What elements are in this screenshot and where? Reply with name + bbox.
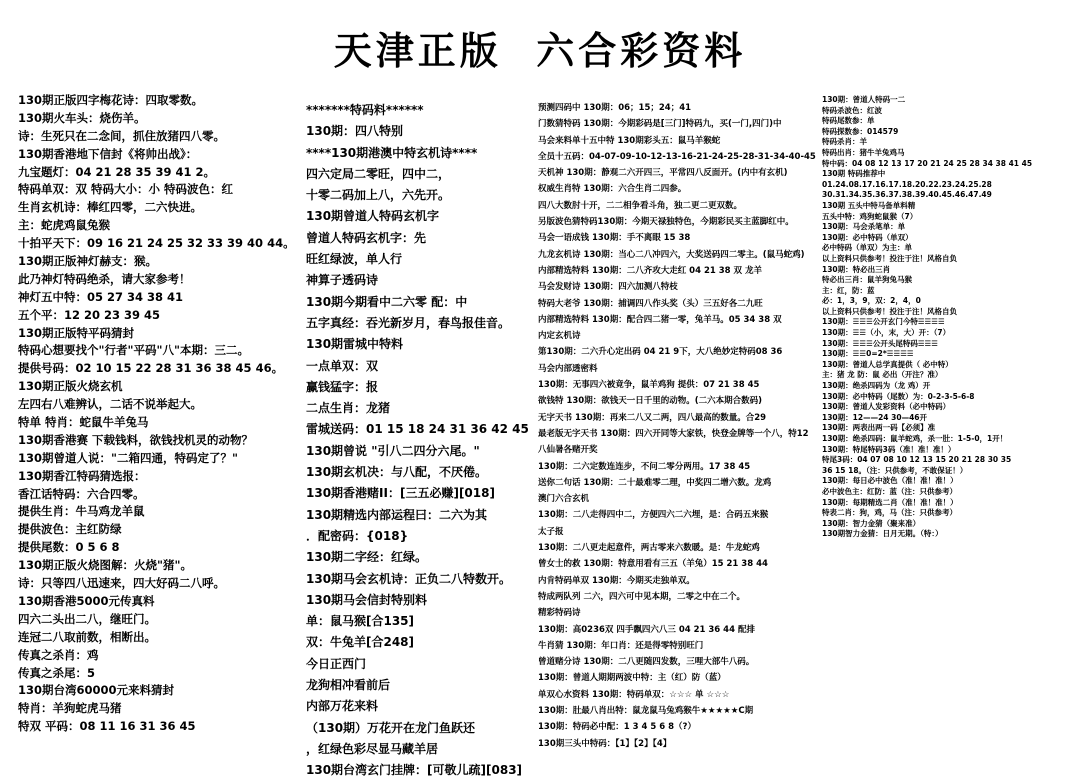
text-line: 130期台湾60000元来料猜封 — [18, 683, 175, 698]
text-line: 130期：必中特码（单双） — [822, 232, 913, 242]
text-line: 130期：二六定数连连步，不问二零分两用。17 38 45 — [538, 461, 751, 472]
text-line: 旺红绿波，单人行 — [306, 252, 403, 267]
text-line: 双：牛兔羊[合248] — [306, 635, 415, 650]
text-line: （130期）万花开在龙门鱼跃还 — [306, 720, 476, 735]
text-line: 送你二句话 130期：二十最难零二理，中奖四二增六数。龙鸡 — [538, 477, 772, 488]
text-line: 全员十五码：04-07-09-10-12-13-16-21-24-25-28-31-34-40-45 — [538, 151, 816, 162]
text-line: 主：红，防：蓝 — [822, 285, 875, 295]
text-line: 特表二肖：狗，鸡，马（注：只供参考） — [822, 508, 957, 518]
text-line: 提供尾数：0 5 6 8 — [18, 540, 120, 555]
text-line: 曾女士的救 130期：特意用看有三五（羊兔）15 21 38 44 — [538, 559, 768, 570]
text-line: 四八大数肘十开，二二相争看斗角，独二更二更双数。 — [538, 200, 743, 211]
text-line: 单双心水资料 130期：特码单双：☆☆☆ 单 ☆☆☆ — [538, 689, 730, 700]
text-line: 特中码：04 08 12 13 17 20 21 24 25 28 34 38 41 45 — [822, 158, 1033, 168]
text-line: 130期 特码推荐中 — [822, 169, 886, 179]
text-line: 130期精选内部运程曰：二六为其 — [306, 507, 488, 522]
text-line: 单：鼠马猴[合135] — [306, 614, 415, 629]
column-2 — [306, 100, 531, 782]
text-line: 36 15 18。（注：只供参考，不敢保证！） — [822, 465, 968, 475]
text-line: 130期：肚最八肖出特：鼠龙鼠马兔鸡猴牛★★★★★C期 — [538, 705, 754, 716]
text-line: 130期曾道人说："二箱四通，特码定了？" — [18, 450, 238, 465]
text-line: 130期：曾道人特码一二 — [822, 95, 906, 104]
text-line: 诗：只等四八迅速来，四大好码二八呼。 — [18, 576, 225, 591]
text-line: ****130期港澳中特玄机诗**** — [306, 145, 478, 160]
text-line: 130期：特码必中配：1 3 4 5 6 8（?） — [538, 722, 696, 733]
text-line: 十零二码加上八，六先开。 — [306, 188, 451, 203]
text-line: 130期香港赛 下载钱料，欲钱找机灵的动物？ — [18, 432, 254, 447]
text-line: 五字真经：吞光新岁月，春鸟报佳音。 — [306, 315, 511, 330]
text-line: 提供号码：02 10 15 22 28 31 36 38 45 46。 — [18, 361, 284, 376]
text-line: 130期玄机决：与八配，不厌倦。 — [306, 465, 488, 480]
text-line: 特码杀肖：羊 — [822, 137, 867, 147]
text-line: 内部精选特料 130期：配合四二猪一零，兔羊马。05 34 38 双 — [538, 314, 782, 325]
text-line: 130期：☰☰0=2*☰☰☰☰ — [822, 349, 914, 359]
text-line: 以上资料只供参考！投注于注！风格自负 — [822, 306, 957, 316]
text-line: 130期正版火烧图解：火烧"猪"。 — [18, 558, 192, 573]
text-line: 130期：四八特别 — [306, 124, 404, 139]
text-line: 门数猜特码 130期：今期彩码是[三门]特码九，买(一门,四门)中 — [538, 119, 782, 130]
text-line: 130期：每日必中波色（准！准！准！） — [822, 476, 958, 486]
text-line: 九龙玄机诗 130期：当心二八冲四六，大奖送码四二零主。(鼠马蛇鸡) — [538, 249, 805, 260]
text-line: 130期二字经：红绿。 — [306, 550, 428, 565]
text-line: 130期马会玄机诗：正负二八特数开。 — [306, 571, 512, 586]
text-line: 马会发财诗 130期：四六加测八特枝 — [538, 282, 678, 293]
text-line: 二点生肖：龙猪 — [306, 401, 391, 416]
text-line: 九宝题灯：04 21 28 35 39 41 2。 — [18, 164, 216, 179]
text-line: 130期：曾道人总学真提供（ 必中特） — [822, 359, 953, 369]
text-line: 特码单双：双 特码大小：小 特码波色：红 — [18, 182, 234, 197]
text-line: 特码心想要找个"行者"平码"八"本期：三二。 — [18, 343, 249, 358]
text-line: 01.24.08.17.16.17.18.20.22.23.24.25.28 — [822, 179, 992, 189]
text-line: 130期：二八更走起意件，两古零来六数暖。是：牛龙蛇鸡 — [538, 543, 760, 554]
column-3 — [538, 100, 816, 752]
text-line: 130期智力金猜：日月无期。（特：） — [822, 529, 943, 539]
text-line: 牛肖猜 130期：年口肖：还是得零特别旺门 — [538, 640, 704, 651]
column-4 — [822, 95, 1072, 540]
text-line: 内部精选特料 130期：二八齐攻大走红 04 21 38 双 龙羊 — [538, 265, 762, 276]
text-line: 最老版无字天书 130期：四六开同等大家铁，快登金牌等一个八，特12 — [538, 428, 809, 439]
text-line: 龙狗相冲看前后 — [306, 678, 391, 693]
text-line: *******特码料****** — [306, 103, 424, 117]
text-line: 左四右八难辨认，二话不说举起大。 — [18, 397, 202, 412]
text-line: 内定玄机诗 — [538, 331, 581, 342]
text-line: 主：蛇虎鸡鼠兔猴 — [18, 218, 110, 233]
text-line: 特肖：羊狗蛇虎马猪 — [18, 701, 122, 716]
text-line: 130期香江特码猜选报： — [18, 468, 146, 483]
text-line: 130期今期看中二六零 配：中 — [306, 294, 468, 309]
text-line: 130期香港地下信封《将帅出战》： — [18, 146, 198, 161]
text-line: 130期香港赌II：[三五必赚][018] — [306, 486, 495, 501]
text-line: 130期马会信封特别料 — [306, 592, 428, 607]
text-line: 传真之杀肖：鸡 — [18, 647, 99, 662]
text-line: 130期：高0236双 四手飘四六八三 04 21 36 44 配排 — [538, 624, 755, 635]
text-line: 130期正版火烧玄机 — [18, 379, 123, 394]
text-line: 赢钱猛字：报 — [306, 379, 379, 394]
text-line: 曾道赌分诗 130期：二八更随四发数，三哩大部牛八码。 — [538, 657, 755, 668]
text-line: 第130期：二六升心定出码 04 21 9下，大八绝妙定特码08 36 — [538, 347, 783, 358]
text-line: 预测四码中 130期：06；15；24；41 — [538, 103, 692, 113]
text-line: 130期：☰☰☰公开玄门今特☰☰☰☰ — [822, 317, 945, 327]
text-line: 特码探数参：014579 — [822, 126, 899, 136]
text-line: 欲钱特 130期：欲钱天一日千里的动物。(二六本期合数码) — [538, 396, 762, 407]
text-line: 130期：☰☰（小，末，大）开：（7） — [822, 328, 951, 338]
text-line: 马会内部透密料 — [538, 363, 598, 374]
text-line: 神灯五中特：05 27 34 38 41 — [18, 289, 184, 304]
text-line: 130期火车头：烧伤羊。 — [18, 110, 146, 125]
text-line: 130期正版四字梅花诗：四取零数。 — [18, 93, 204, 107]
text-line: 诗：生死只在二念间，抓住放猪四八零。 — [18, 128, 225, 143]
text-line: 特码杀波色：红波 — [822, 105, 882, 115]
text-line: 130期：曾道人发彩资料（必中特码） — [822, 402, 951, 412]
text-line: 130期：绝杀四码：鼠羊蛇鸡，杀一肚：1-5-0，1开！ — [822, 434, 1008, 443]
text-line: 特成两队列 二六，四六可中见本期，二零之中在二个。 — [538, 591, 745, 602]
text-line: 130期：曾道人期期两波中特：主（红）防（蓝） — [538, 673, 726, 684]
text-line: 神算子透码诗 — [306, 273, 379, 288]
text-line: 必中特码（单双）为主：单 — [822, 243, 912, 253]
text-line: 权威生肖特 130期：六合生肖二四参。 — [538, 184, 687, 195]
text-line: 必：1，3，9，双：2，4，0 — [822, 296, 921, 306]
text-line: 一点单双：双 — [306, 358, 379, 373]
text-line: 特双 平码：08 11 16 31 36 45 — [18, 719, 196, 734]
text-line: 130期：☰☰☰公开头尾特码☰☰☰ — [822, 338, 938, 348]
text-line: 今日正西门 — [306, 656, 367, 671]
text-line: 此乃神灯特码绝杀，请大家参考！ — [18, 271, 191, 286]
text-line: 130期三头中特码：【1】【2】【4】 — [538, 738, 672, 749]
text-line: 雷城送码：01 15 18 24 31 36 42 45 — [306, 422, 529, 437]
text-line: 130期正版特平码猜封 — [18, 325, 135, 340]
text-line: 130期曾说 "引八二四分六尾。" — [306, 443, 480, 458]
text-line: 马会一语成钱 130期：手不离眼 15 38 — [538, 233, 691, 244]
text-line: 130期：特尾特码3码（准！准！准！） — [822, 444, 956, 454]
text-line: 特码尾数参：单 — [822, 116, 875, 126]
text-line: ，红绿色彩尽显马藏羊居 — [306, 741, 439, 756]
text-line: 连冠二八取前数，相断出。 — [18, 629, 156, 644]
text-line: 太子报 — [538, 526, 564, 537]
text-line: 130期：无事四六被竟争，鼠羊鸡狗 提供：07 21 38 45 — [538, 380, 760, 391]
text-line: 提供生肖：牛马鸡龙羊鼠 — [18, 504, 145, 519]
text-line: 130期正版神灯赫支：猴。 — [18, 254, 158, 269]
text-line: 以上资料只供参考！投注于注！风格自负 — [822, 253, 957, 263]
text-line: 130期：12——24 30—46开 — [822, 412, 928, 422]
text-line: 精彩特码诗 — [538, 608, 581, 619]
text-line: 马会来料单十五中特 130期彩头五：鼠马羊猴蛇 — [538, 135, 721, 146]
text-line: 十拍平天下：09 16 21 24 25 32 33 39 40 44。 — [18, 236, 295, 251]
text-line: 传真之杀尾：5 — [18, 665, 96, 680]
text-line: 另版波色猜特码130期：今期天禄独特色，今期彩民买主蓝脚红中。 — [538, 217, 794, 228]
text-line: 四六二头出二八，继旺门。 — [18, 611, 156, 626]
text-line: 130期曾道人特码玄机字 — [306, 209, 440, 224]
text-line: 提供波色：主红防绿 — [18, 522, 122, 537]
text-line: 130期：绝杀四码为（龙 鸡）开 — [822, 381, 931, 391]
text-line: 香江话特码：六合四零。 — [18, 486, 145, 501]
text-line: 130期雷城中特料 — [306, 337, 404, 352]
text-line: 四六定局二零旺，四中二， — [306, 166, 451, 181]
text-line: 五个平：12 20 23 39 45 — [18, 307, 161, 322]
text-line: 特单 特肖：蛇鼠牛羊兔马 — [18, 415, 149, 430]
column-1 — [18, 92, 300, 736]
text-line: 130期：二八走得四中二，方便四六二六埋，是：合码五来猴 — [538, 510, 769, 521]
text-line: 特码大老爷 130期：捕调四八作头奖（头）三五好各二九旺 — [538, 298, 763, 309]
text-line: 特码出肖：猪牛羊兔鸡马 — [822, 147, 905, 157]
page-title: 天津正版 六合彩资料 — [333, 29, 747, 73]
text-line: 130期：必中特码（尾数）为：0-2-3-5-6-8 — [822, 391, 975, 401]
text-line: ．配密码：{018} — [306, 528, 409, 543]
text-line: 130期：特必出三肖 — [822, 264, 891, 274]
text-line: 130期 五头中特马备单料精 — [822, 200, 916, 210]
text-line: 澳门六合玄机 — [538, 494, 590, 505]
text-line: 主：猪 龙 防：鼠 必出（开注？准） — [822, 370, 943, 380]
text-line: 130期：两表出两一码【必须】准 — [822, 423, 936, 433]
text-line: 130期：智力金猜（聚来准） — [822, 518, 921, 528]
text-line: 130期台湾玄门挂牌：[可敬儿疏][083] — [306, 763, 523, 778]
text-line: 130期：马会杀笔单：单 — [822, 222, 906, 232]
text-line: 生肖玄机诗：棒红四零，二六快进。 — [18, 200, 202, 215]
text-line: 30.31.34.35.36.37.38.39.40.45.46.47.49 — [822, 190, 992, 200]
text-line: 内部万花来料 — [306, 699, 379, 714]
text-line: 曾道人特码玄机字：先 — [306, 230, 427, 245]
text-line: 八仙暑各赌开奖 — [538, 445, 598, 456]
text-line: 无字天书 130期：再来二八又二两，四八最高的数量。合29 — [538, 412, 767, 423]
text-line: 特必出三肖：鼠羊狗兔马猴 — [822, 275, 912, 285]
text-line: 必中波色主：红防：蓝（注：只供参考） — [822, 486, 957, 496]
text-line: 特尾3码：04 07 08 10 12 13 15 20 21 28 30 35 — [822, 455, 1012, 465]
text-line: 130期：每期精选二肖（准！准！准！） — [822, 497, 958, 507]
text-line: 内肯特码单双 130期：今期买走独单双。 — [538, 575, 695, 586]
text-line: 天机神 130期：静观二六开四三，平常四八反面开。(内中有玄机) — [538, 168, 788, 179]
text-line: 五头中特：鸡狗蛇鼠猴（7） — [822, 211, 918, 221]
text-line: 130期香港5000元传真料 — [18, 593, 155, 608]
